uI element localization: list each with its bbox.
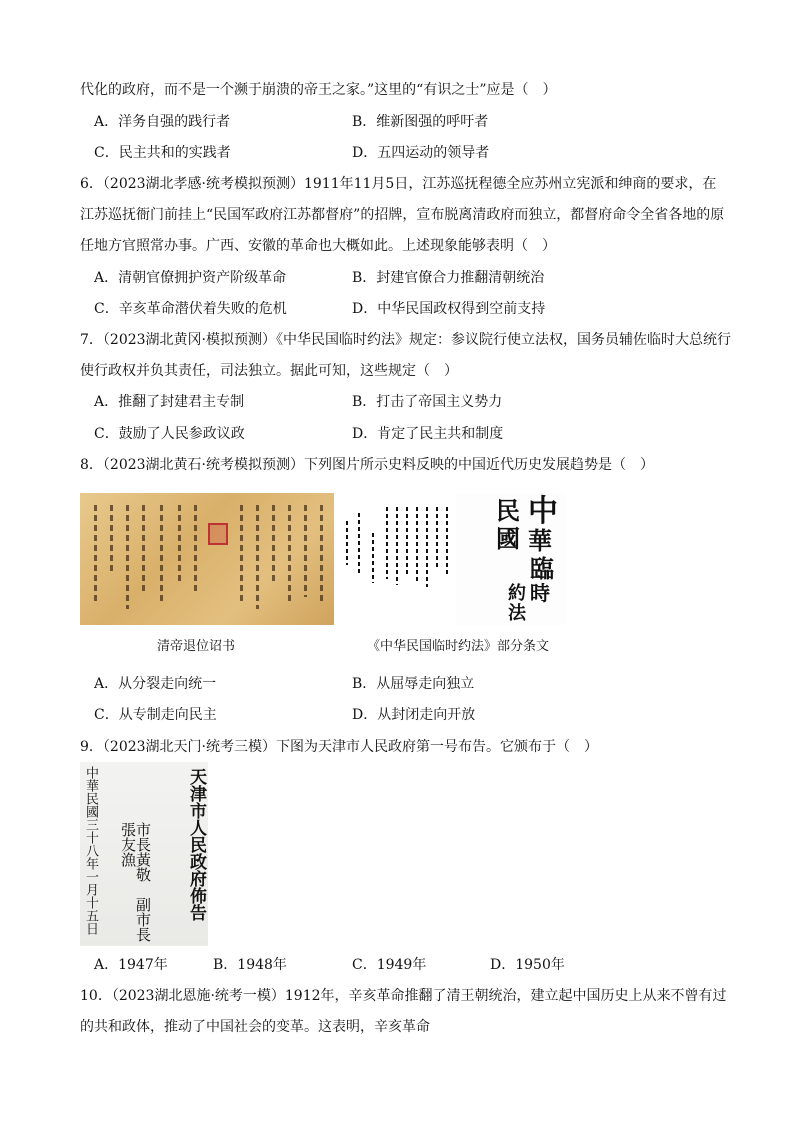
q8-stem: 8．（2023湖北黄石·统考模拟预测）下列图片所示史料反映的中国近代历史发展趋势是（ ） — [80, 457, 654, 473]
q8-option-b[interactable]: B．从屈辱走向独立 — [352, 676, 475, 692]
calligraphy-char: 時 — [530, 581, 550, 605]
q8-option-c[interactable]: C．从专制走向民主 — [94, 707, 217, 723]
q5-stem-tail: 代化的政府，而不是一个濒于崩溃的帝王之家。”这里的“有识之士”应是（ ） — [80, 82, 557, 98]
q8-caption-right: 《中华民国临时约法》部分条文 — [367, 639, 550, 654]
q6-option-d[interactable]: D．中华民国政权得到空前支持 — [352, 301, 546, 317]
q8-option-a[interactable]: A．从分裂走向统一 — [94, 676, 217, 692]
q6-option-b[interactable]: B．封建官僚合力推翻清朝统治 — [352, 270, 545, 286]
q5-option-b[interactable]: B．维新图强的呼吁者 — [352, 114, 489, 130]
q8-option-d[interactable]: D．从封闭走向开放 — [352, 707, 476, 723]
calligraphy-char: 中 — [528, 494, 558, 529]
calligraphy-char: 臨 — [530, 554, 554, 583]
imperial-seal-icon — [208, 523, 228, 545]
q7-option-c[interactable]: C．鼓励了人民参政议政 — [94, 426, 245, 442]
q8-caption-left: 清帝退位诏书 — [157, 639, 236, 654]
q5-option-c[interactable]: C．民主共和的实践者 — [94, 145, 231, 161]
q6-option-c[interactable]: C．辛亥革命潜伏着失败的危机 — [94, 301, 287, 317]
q5-option-a[interactable]: A．洋务自强的践行者 — [94, 114, 231, 130]
tianjin-notice-image — [80, 762, 208, 946]
q5-option-d[interactable]: D．五四运动的领导者 — [352, 145, 490, 161]
provisional-constitution-cover-image — [456, 493, 566, 625]
notice-title: 天津市人民政府佈告 — [186, 768, 206, 921]
q9-option-c[interactable]: C．1949年 — [352, 957, 427, 973]
provisional-constitution-text-image — [334, 493, 454, 625]
q9-stem: 9．（2023湖北天门·统考三模）下图为天津市人民政府第一号布告。它颁布于（ ） — [80, 739, 598, 755]
q10-stem-line2: 的共和政体，推动了中国社会的变革。这表明，辛亥革命 — [80, 1019, 430, 1035]
q7-stem-line1: 7．（2023湖北黄冈·模拟预测）《中华民国临时约法》规定：参议院行使立法权，国务员辅佐临时大总统行 — [80, 332, 731, 348]
q9-option-a[interactable]: A．1947年 — [94, 957, 168, 973]
q6-option-a[interactable]: A．清朝官僚拥护资产阶级革命 — [94, 270, 287, 286]
q9-option-b[interactable]: B．1948年 — [213, 957, 287, 973]
calligraphy-char: 法 — [508, 603, 526, 624]
calligraphy-char: 國 — [496, 524, 520, 553]
abdication-edict-image — [80, 493, 334, 625]
q7-option-b[interactable]: B．打击了帝国主义势力 — [352, 394, 503, 410]
q7-stem-line2: 使行政权并负其责任，司法独立。据此可知，这些规定（ ） — [80, 363, 458, 379]
q7-option-a[interactable]: A．推翻了封建君主专制 — [94, 394, 245, 410]
q9-option-d[interactable]: D．1950年 — [490, 957, 565, 973]
calligraphy-char: 約 — [508, 583, 526, 604]
calligraphy-char: 民 — [496, 496, 520, 525]
q6-stem-line2: 江苏巡抚衙门前挂上“民国军政府江苏都督府”的招牌，宣布脱离清政府而独立，都督府命令全省各地的原 — [80, 207, 725, 223]
q7-option-d[interactable]: D．肯定了民主共和制度 — [352, 426, 504, 442]
notice-signers: 市長黃敬 副市長張友漁 — [119, 822, 152, 942]
calligraphy-char: 華 — [528, 526, 552, 555]
q6-stem-line3: 任地方官照常办事。广西、安徽的革命也大概如此。上述现象能够表明（ ） — [80, 238, 556, 254]
q10-stem-line1: 10．（2023湖北恩施·统考一模）1912年，辛亥革命推翻了清王朝统治，建立起中国历史上从来不曾有过 — [80, 988, 727, 1004]
notice-date: 中華民國三十八年一月十五日 — [83, 766, 98, 935]
q6-stem-line1: 6．（2023湖北孝感·统考模拟预测）1911年11月5日，江苏巡抚程德全应苏州立宪派和绅商的要求，在 — [80, 176, 717, 192]
